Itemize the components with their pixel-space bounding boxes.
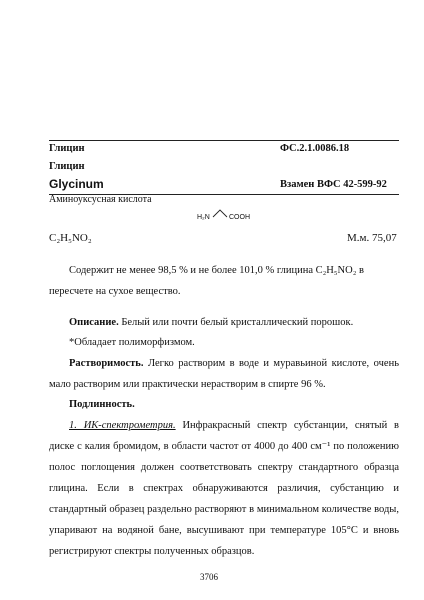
description-line bbox=[69, 317, 353, 328]
top-rule bbox=[49, 140, 399, 141]
description-text: Белый или почти белый кристаллический порошок. bbox=[118, 317, 354, 328]
ir-text: Инфракрасный спектр субстанции, снятый в диске с калия бромидом, в области частот от 4000 до 400 см⁻¹ по положению полос поглощения должен соответствовать спектру стандартного образца глицина. Если в спектрах обнаруживаются различия, субстанцию и стандартный образец раздельно растворяют в минимальном количестве воды, упаривают на водяной бане, высушивают при температуре 105°C и вновь регистрируют спектры полученных образцов. bbox=[49, 420, 399, 557]
description-heading: Описание. bbox=[69, 317, 119, 328]
solubility-paragraph bbox=[49, 353, 399, 395]
replaces-note: Взамен ВФС 42-599-92 bbox=[280, 179, 387, 190]
molecular-weight: М.м. 75,07 bbox=[347, 232, 397, 244]
title-ru-2: Глицин bbox=[49, 161, 85, 172]
content-line-1: Содержит не менее 98,5 % и не более 101,0 % глицина C₂H₅NO₂ в bbox=[69, 265, 364, 276]
solubility-heading: Растворимость. bbox=[69, 358, 144, 369]
title-latin: Glycinum bbox=[49, 177, 104, 191]
doc-code: ФС.2.1.0086.18 bbox=[280, 143, 350, 154]
solubility-text: Легко растворим в воде и муравьиной кислоте, очень мало растворим или практически нерастворим в спирте 96 %. bbox=[49, 358, 399, 390]
synonym: Аминоуксусная кислота bbox=[49, 194, 152, 205]
title-ru: Глицин bbox=[49, 143, 85, 154]
identity-heading: Подлинность. bbox=[69, 399, 135, 410]
molecular-formula: C₂H₅NO₂ bbox=[49, 232, 92, 244]
ir-label: 1. ИК-спектрометрия. bbox=[69, 420, 176, 431]
ir-paragraph bbox=[49, 415, 399, 562]
structure-carboxyl: COOH bbox=[229, 214, 250, 221]
page-number: 3706 bbox=[200, 572, 218, 582]
polymorphism-note: *Обладает полиморфизмом. bbox=[69, 337, 195, 348]
content-line-2: пересчете на сухое вещество. bbox=[49, 286, 181, 297]
structure-amine: H₂N bbox=[197, 214, 210, 221]
structural-formula bbox=[195, 203, 255, 225]
